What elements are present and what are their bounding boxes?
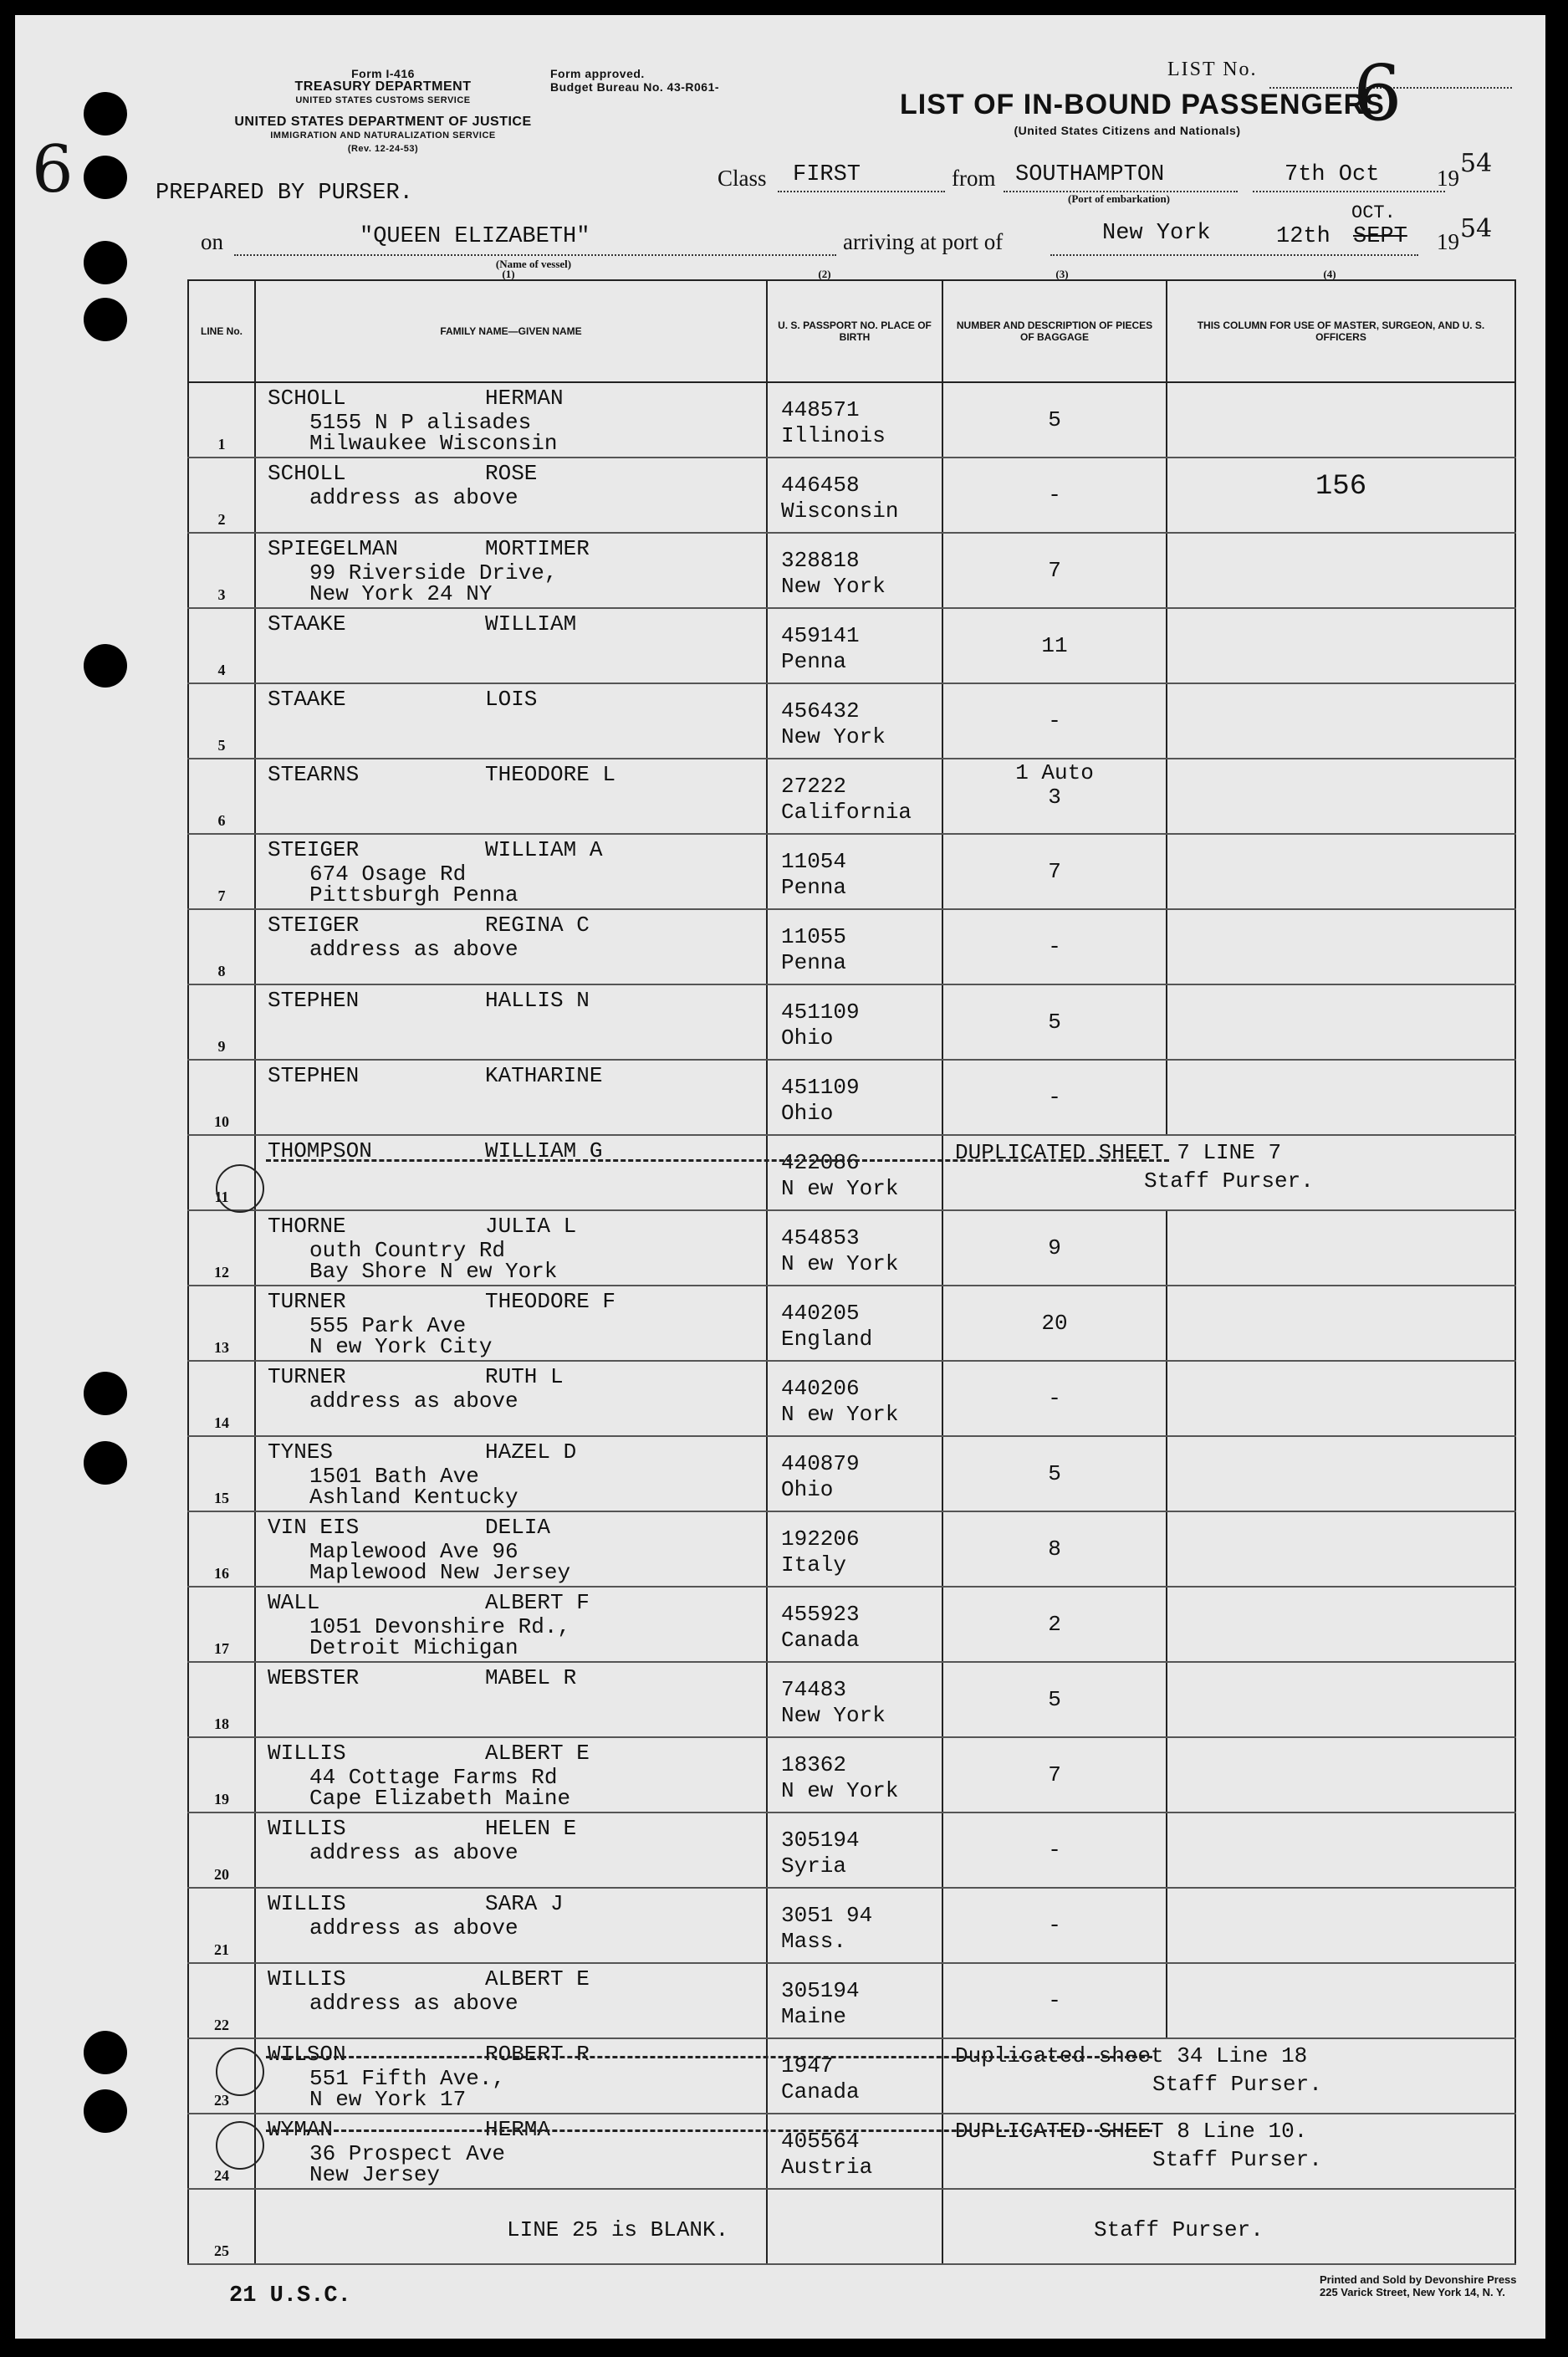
family-name: WYMAN (268, 2117, 334, 2142)
depart-year-prefix: 19 (1437, 166, 1459, 191)
form-subtitle: (United States Citizens and Nationals) (1014, 124, 1241, 137)
passport-number: 74483 (781, 1677, 847, 1702)
place-of-birth: Mass. (781, 1929, 847, 1954)
vessel-caption: (Name of vessel) (495, 258, 572, 270)
passport-number: 440205 (781, 1301, 860, 1326)
punch-hole (84, 241, 127, 284)
family-name: TURNER (268, 1364, 346, 1389)
address-line-1: 555 Park Ave (309, 1313, 467, 1338)
passport-number: 27222 (781, 774, 847, 799)
passport-number: 11054 (781, 849, 847, 874)
place-of-birth: Ohio (781, 1025, 834, 1051)
place-of-birth: N ew York (781, 1402, 899, 1427)
table-row (188, 1963, 1515, 2038)
family-name: SCHOLL (268, 386, 346, 411)
line-number: 24 (214, 2167, 229, 2184)
on-label: on (201, 229, 223, 254)
family-name: STEPHEN (268, 988, 360, 1013)
passenger-table (187, 279, 1516, 2265)
punch-hole (84, 2089, 127, 2133)
approval-block (550, 67, 801, 94)
prepared-by: PREPARED BY PURSER. (156, 181, 413, 206)
family-name: STEIGER (268, 837, 360, 862)
printer-imprint (1320, 2273, 1517, 2298)
ins-service: IMMIGRATION AND NATURALIZATION SERVICE (270, 130, 496, 141)
table-row (188, 2189, 1515, 2264)
table-row (188, 1361, 1515, 1436)
baggage-count: 5 (1048, 1687, 1061, 1712)
place-of-birth: Canada (781, 2079, 860, 2104)
place-of-birth: N ew York (781, 1176, 899, 1201)
address-line-1: address as above (309, 485, 518, 510)
col-num-1: (1) (502, 268, 515, 280)
passport-number: 328818 (781, 548, 860, 573)
table-row (188, 1662, 1515, 1737)
place-of-birth: N ew York (781, 1251, 899, 1276)
arrival-year-prefix: 19 (1437, 229, 1459, 254)
class-label: Class (718, 166, 767, 191)
address-line-1: 674 Osage Rd (309, 862, 467, 887)
place-of-birth: New York (781, 574, 886, 599)
place-of-birth: Ohio (781, 1101, 834, 1126)
family-name: WILLIS (268, 1966, 346, 1991)
passport-number: 451109 (781, 1000, 860, 1025)
baggage-count: - (1048, 934, 1061, 959)
passport-number: 11055 (781, 924, 847, 949)
margin-mark: 6 (32, 132, 74, 207)
family-name: STAAKE (268, 611, 346, 637)
rev-date: (Rev. 12-24-53) (347, 144, 419, 154)
arrival-date: 12th (1276, 224, 1331, 249)
table-row (188, 909, 1515, 984)
line-number: 11 (214, 1189, 229, 1205)
blank-line-note: LINE 25 is BLANK. (507, 2217, 729, 2242)
arrival-port: New York (1102, 221, 1211, 246)
line-number: 9 (217, 1038, 226, 1055)
form-number-block (258, 67, 508, 107)
baggage-count: 5 (1048, 1010, 1061, 1035)
printer-line-2: 225 Varick Street, New York 14, N. Y. (1320, 2286, 1505, 2298)
customs-service: UNITED STATES CUSTOMS SERVICE (295, 95, 471, 105)
address-line-2: Ashland Kentucky (309, 1485, 518, 1510)
line-number: 12 (214, 1264, 229, 1281)
baggage-count: 2 (1048, 1612, 1061, 1637)
passport-number: 305194 (781, 1978, 860, 2003)
place-of-birth: California (781, 800, 912, 825)
address-line-1: outh Country Rd (309, 1238, 506, 1263)
passport-number: 405564 (781, 2129, 860, 2154)
place-of-birth: New York (781, 1703, 886, 1728)
given-name: ALBERT F (485, 1590, 590, 1615)
family-name: TURNER (268, 1289, 346, 1314)
table-row (188, 458, 1515, 533)
given-name: THEODORE F (485, 1289, 616, 1314)
line-number: 16 (214, 1565, 229, 1582)
address-line-2: Pittsburgh Penna (309, 882, 518, 908)
family-name: WILLIS (268, 1741, 346, 1766)
line-number: 2 (217, 511, 226, 528)
place-of-birth: Syria (781, 1853, 847, 1879)
passport-number: 422086 (781, 1150, 860, 1175)
table-row (188, 1812, 1515, 1888)
address-line-2: New York 24 NY (309, 581, 493, 606)
baggage-count: - (1048, 483, 1061, 508)
date-line (1253, 191, 1445, 192)
col-num-4: (4) (1323, 268, 1336, 280)
given-name: MORTIMER (485, 536, 590, 561)
line-number: 19 (214, 1791, 229, 1807)
family-name: WILLIS (268, 1891, 346, 1916)
punch-hole (84, 298, 127, 341)
table-row (188, 382, 1515, 458)
baggage-count: 20 (1041, 1311, 1068, 1336)
statute-reference: 21 U.S.C. (229, 2283, 351, 2308)
embark-port: SOUTHAMPTON (1015, 162, 1165, 187)
address-line-1: address as above (309, 1915, 518, 1940)
family-name: STEARNS (268, 762, 360, 787)
header-officers: THIS COLUMN FOR USE OF MASTER, SURGEON, AND U. S. OFFICERS (1167, 280, 1515, 382)
punch-hole (84, 1441, 127, 1485)
line-number: 17 (214, 1640, 229, 1657)
line-number: 18 (214, 1715, 229, 1732)
family-name: WEBSTER (268, 1665, 360, 1690)
table-row (188, 608, 1515, 683)
address-line-2: Bay Shore N ew York (309, 1259, 558, 1284)
given-name: HERMA (485, 2117, 551, 2142)
punch-hole (84, 92, 127, 135)
form-approved: Form approved. (550, 67, 645, 80)
line-number: 5 (217, 737, 226, 754)
table-row (188, 1060, 1515, 1135)
given-name: HALLIS N (485, 988, 590, 1013)
table-row (188, 1210, 1515, 1286)
class-line (778, 191, 945, 192)
family-name: STEIGER (268, 913, 360, 938)
baggage-count: 7 (1048, 859, 1061, 884)
address-line-1: address as above (309, 937, 518, 962)
passport-number: 454853 (781, 1225, 860, 1250)
row-23-circle (216, 2048, 264, 2096)
arrival-month-written: OCT. (1351, 202, 1396, 223)
family-name: VIN EIS (268, 1515, 360, 1540)
given-name: KATHARINE (485, 1063, 603, 1088)
given-name: RUTH L (485, 1364, 564, 1389)
address-line-2: New Jersey (309, 2162, 441, 2187)
table-row (188, 1737, 1515, 1812)
place-of-birth: Penna (781, 950, 847, 975)
address-line-2: Cape Elizabeth Maine (309, 1786, 571, 1811)
place-of-birth: Penna (781, 875, 847, 900)
passport-number: 192206 (781, 1526, 860, 1552)
list-no-value: 6 (1353, 49, 1402, 138)
address-line-1: address as above (309, 1388, 518, 1414)
baggage-count: 7 (1048, 558, 1061, 583)
family-name: THORNE (268, 1214, 346, 1239)
punch-hole (84, 644, 127, 688)
address-line-1: 551 Fifth Ave., (309, 2066, 506, 2091)
table-row (188, 834, 1515, 909)
duplicate-note: DUPLICATED SHEET 7 LINE 7 (955, 1140, 1282, 1165)
given-name: ROBERT R (485, 2042, 590, 2067)
address-line-1: address as above (309, 1840, 518, 1865)
passport-number: 456432 (781, 698, 860, 723)
address-line-1: Maplewood Ave 96 (309, 1539, 518, 1564)
address-line-1: 5155 N P alisades (309, 410, 532, 435)
baggage-count: - (1048, 708, 1061, 734)
address-line-2: Milwaukee Wisconsin (309, 431, 558, 456)
baggage-count: 1 Auto 3 (1015, 760, 1094, 810)
given-name: LOIS (485, 687, 538, 712)
address-line-2: Maplewood New Jersey (309, 1560, 571, 1585)
line-number: 1 (217, 436, 226, 452)
header-name: FAMILY NAME—GIVEN NAME (255, 280, 767, 382)
address-line-1: 1051 Devonshire Rd., (309, 1614, 571, 1639)
given-name: THEODORE L (485, 762, 616, 787)
class-value: FIRST (793, 162, 861, 187)
arrival-line (1050, 254, 1418, 256)
given-name: WILLIAM (485, 611, 577, 637)
family-name: STEPHEN (268, 1063, 360, 1088)
given-name: MABEL R (485, 1665, 577, 1690)
treasury-dept: TREASURY DEPARTMENT (294, 79, 472, 94)
passport-number: 451109 (781, 1075, 860, 1100)
budget-bureau: Budget Bureau No. 43-R061- (550, 80, 720, 94)
address-line-1: address as above (309, 1991, 518, 2016)
table-row (188, 2114, 1515, 2189)
address-line-2: Detroit Michigan (309, 1635, 518, 1660)
vessel-line (234, 254, 836, 256)
purser-note: Staff Purser. (1094, 2217, 1264, 2242)
baggage-count: 8 (1048, 1536, 1061, 1562)
table-row (188, 1587, 1515, 1662)
passport-number: 448571 (781, 397, 860, 422)
baggage-count: - (1048, 1386, 1061, 1411)
given-name: ROSE (485, 461, 538, 486)
officer-mark: 156 (1315, 471, 1367, 503)
arrival-year: 54 (1460, 214, 1493, 243)
arrival-month-struck: SEPT (1353, 224, 1407, 249)
punch-hole (84, 2031, 127, 2074)
address-line-2: N ew York 17 (309, 2087, 467, 2112)
form-title: LIST OF IN-BOUND PASSENGERS (900, 89, 1385, 120)
baggage-count: 7 (1048, 1762, 1061, 1787)
address-line-1: 1501 Bath Ave (309, 1464, 479, 1489)
given-name: DELIA (485, 1515, 551, 1540)
place-of-birth: Austria (781, 2155, 873, 2180)
baggage-count: 5 (1048, 1461, 1061, 1486)
header-line-no: LINE No. (188, 280, 255, 382)
given-name: HELEN E (485, 1816, 577, 1841)
depart-year: 54 (1460, 149, 1493, 178)
place-of-birth: Canada (781, 1628, 860, 1653)
passport-number: 1947 (781, 2053, 834, 2078)
depart-date: 7th Oct (1285, 162, 1380, 187)
passport-number: 459141 (781, 623, 860, 648)
baggage-count: - (1048, 1838, 1061, 1863)
given-name: HERMAN (485, 386, 564, 411)
line-number: 15 (214, 1490, 229, 1506)
line-number: 3 (217, 586, 226, 603)
line-number: 6 (217, 812, 226, 829)
baggage-count: - (1048, 1085, 1061, 1110)
purser-note: Staff Purser. (1144, 1168, 1314, 1194)
col-num-3: (3) (1055, 268, 1069, 280)
duplicate-note: DUPLICATED SHEET 8 Line 10. (955, 2119, 1308, 2144)
place-of-birth: Ohio (781, 1477, 834, 1502)
baggage-count: 11 (1041, 633, 1068, 658)
row-11-circle (216, 1164, 264, 1213)
table-row (188, 759, 1515, 834)
baggage-count: - (1048, 1913, 1061, 1938)
family-name: TYNES (268, 1439, 334, 1465)
purser-note: Staff Purser. (1152, 2072, 1322, 2097)
family-name: SPIEGELMAN (268, 536, 399, 561)
col-num-2: (2) (818, 268, 831, 280)
table-row (188, 984, 1515, 1060)
list-no-label: LIST No. (1167, 59, 1258, 80)
table-row (188, 1135, 1515, 1210)
given-name: WILLIAM G (485, 1138, 603, 1163)
table-row (188, 1286, 1515, 1361)
address-line-1: 44 Cottage Farms Rd (309, 1765, 558, 1790)
row-24-strike (266, 2129, 1152, 2132)
place-of-birth: N ew York (781, 1778, 899, 1803)
table-row (188, 1888, 1515, 1963)
passport-number: 18362 (781, 1752, 847, 1777)
place-of-birth: Penna (781, 649, 847, 674)
given-name: ALBERT E (485, 1741, 590, 1766)
line-number: 4 (217, 662, 226, 678)
manifest-page (15, 15, 1545, 2339)
line-number: 8 (217, 963, 226, 979)
vessel-name: "QUEEN ELIZABETH" (360, 224, 590, 249)
line-number: 13 (214, 1339, 229, 1356)
row-11-strike (266, 1159, 1169, 1162)
address-line-2: N ew York City (309, 1334, 493, 1359)
given-name: REGINA C (485, 913, 590, 938)
baggage-count: 5 (1048, 407, 1061, 432)
address-line-1: 36 Prospect Ave (309, 2141, 506, 2166)
passport-number: 440879 (781, 1451, 860, 1476)
given-name: WILLIAM A (485, 837, 603, 862)
family-name: WILLIS (268, 1816, 346, 1841)
line-number: 14 (214, 1414, 229, 1431)
punch-hole (84, 1372, 127, 1415)
table-row (188, 1436, 1515, 1511)
form-number: Form I-416 (351, 67, 415, 80)
passport-number: 455923 (781, 1602, 860, 1627)
header-baggage: NUMBER AND DESCRIPTION OF PIECES OF BAGGAGE (942, 280, 1167, 382)
place-of-birth: Maine (781, 2004, 847, 2029)
given-name: ALBERT E (485, 1966, 590, 1991)
given-name: JULIA L (485, 1214, 577, 1239)
family-name: STAAKE (268, 687, 346, 712)
line-number: 10 (214, 1113, 229, 1130)
table-header-row (188, 280, 1515, 382)
given-name: SARA J (485, 1891, 564, 1916)
justice-block (182, 115, 584, 156)
arriving-label: arriving at port of (843, 229, 1004, 254)
passport-number: 305194 (781, 1828, 860, 1853)
address-line-1: 99 Riverside Drive, (309, 560, 558, 585)
passport-number: 446458 (781, 473, 860, 498)
place-of-birth: Wisconsin (781, 498, 899, 524)
from-label: from (952, 166, 996, 191)
given-name: HAZEL D (485, 1439, 577, 1465)
line-number: 7 (217, 887, 226, 904)
passport-number: 440206 (781, 1376, 860, 1401)
table-row (188, 1511, 1515, 1587)
family-name: THOMPSON (268, 1138, 372, 1163)
row-24-circle (216, 2121, 264, 2170)
purser-note: Staff Purser. (1152, 2147, 1322, 2172)
family-name: WALL (268, 1590, 320, 1615)
line-number: 20 (214, 1866, 229, 1883)
table-row (188, 683, 1515, 759)
table-row (188, 2038, 1515, 2114)
embark-caption: (Port of embarkation) (1067, 192, 1171, 205)
header-passport: U. S. PASSPORT NO. PLACE OF BIRTH (767, 280, 942, 382)
table-row (188, 533, 1515, 608)
passport-number: 3051 94 (781, 1903, 873, 1928)
family-name: WILSON (268, 2042, 346, 2067)
printer-line-1: Printed and Sold by Devonshire Press (1320, 2273, 1517, 2286)
punch-hole (84, 156, 127, 199)
place-of-birth: Italy (781, 1552, 847, 1577)
place-of-birth: England (781, 1327, 873, 1352)
line-number: 23 (214, 2092, 229, 2109)
place-of-birth: Illinois (781, 423, 886, 448)
justice-dept: UNITED STATES DEPARTMENT OF JUSTICE (234, 115, 532, 129)
line-number: 22 (214, 2017, 229, 2033)
baggage-count: - (1048, 1988, 1061, 2013)
baggage-count: 9 (1048, 1235, 1061, 1260)
line-number: 25 (214, 2242, 229, 2259)
line-number: 21 (214, 1941, 229, 1958)
place-of-birth: New York (781, 724, 886, 749)
row-23-strike (266, 2056, 1152, 2058)
duplicate-note: Duplicated sheet 34 Line 18 (955, 2043, 1308, 2068)
family-name: SCHOLL (268, 461, 346, 486)
